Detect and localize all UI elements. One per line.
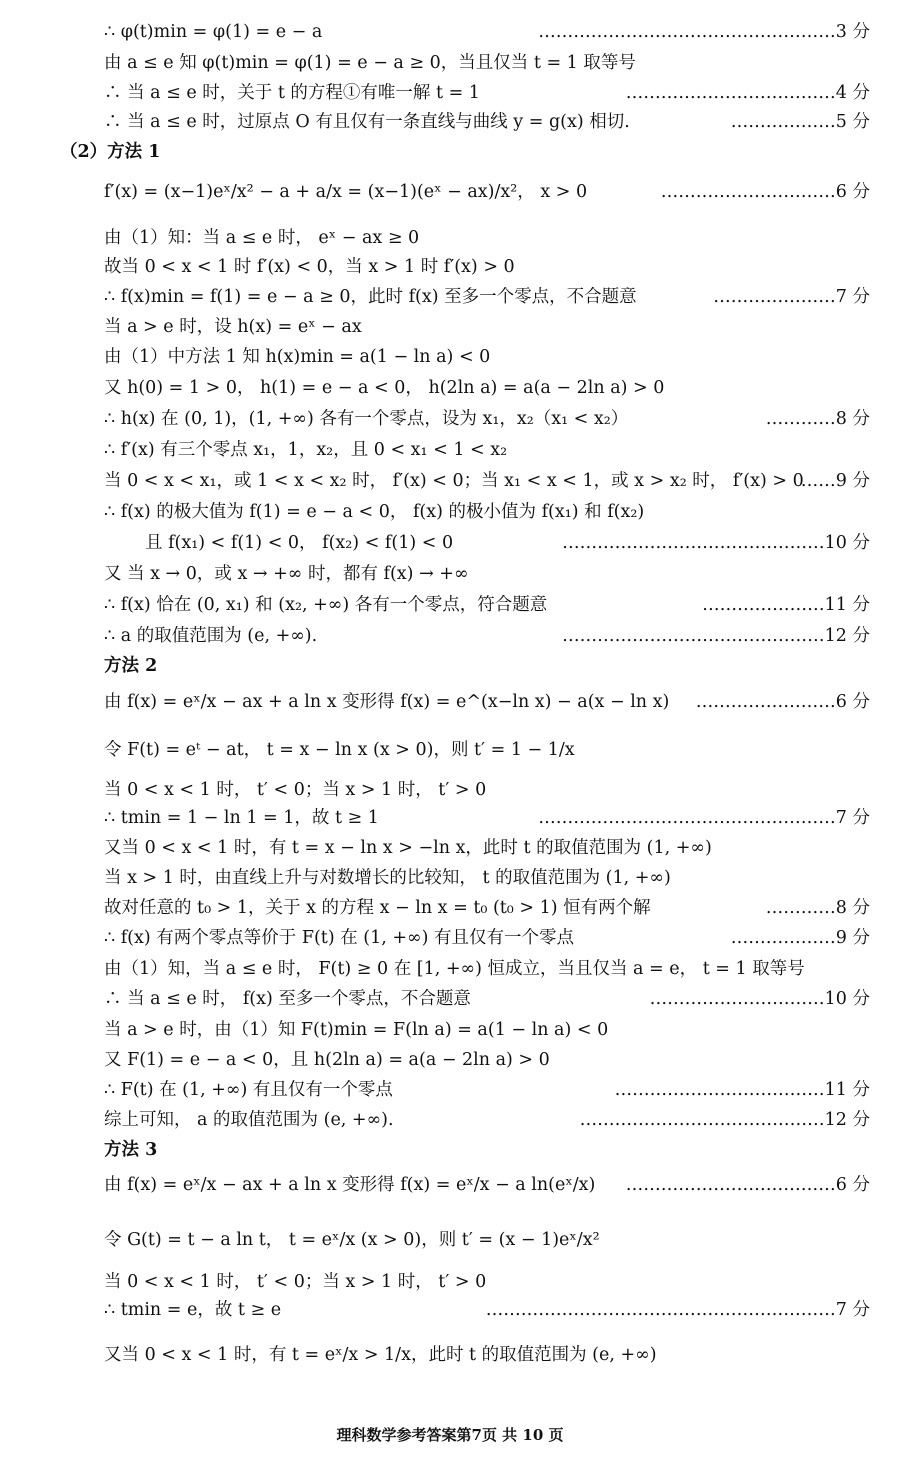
solution-line (0, 282, 900, 312)
line-text: ∴ f′(x) 有三个零点 x₁，1，x₂，且 0 < x₁ < 1 < x₂ (104, 440, 508, 460)
solution-line (0, 833, 900, 863)
line-text: 由 f(x) = eˣ/x − ax + a ln x 变形得 f(x) = eˣ/x − a ln(eˣ/x) (104, 1175, 596, 1195)
page-footer: 理科数学参考答案第7页 共 10 页 (336, 1426, 564, 1444)
solution-line (0, 923, 900, 953)
line-text: 方法 2 (104, 656, 158, 676)
score-marker: ………………5 分 (730, 112, 870, 132)
line-text: f′(x) = (x−1)eˣ/x² − a + a/x = (x−1)(eˣ − ax)/x²， x > 0 (104, 182, 588, 202)
solution-line (0, 687, 900, 717)
solution-line (0, 1015, 900, 1045)
score-marker: …………………11 分 (702, 595, 870, 615)
line-text: 由（1）知：当 a ≤ e 时， eˣ − ax ≥ 0 (104, 228, 420, 248)
score-marker: …………8 分 (765, 409, 870, 429)
line-text: ∴ 当 a ≤ e 时，过原点 O 有且仅有一条直线与曲线 y = g(x) 相切. (104, 112, 630, 132)
line-text: （2）方法 1 (60, 142, 161, 162)
solution-line (0, 78, 900, 108)
solution-line (0, 1105, 900, 1135)
solution-line (0, 107, 900, 137)
line-text: 由（1）知，当 a ≤ e 时， F(t) ≥ 0 在 [1, +∞) 恒成立，当且仅当 a = e， t = 1 取等号 (104, 959, 805, 979)
line-text: 方法 3 (104, 1140, 158, 1160)
line-text: 又当 0 < x < 1 时，有 t = x − ln x > −ln x，此时 t 的取值范围为 (1, +∞) (104, 838, 712, 858)
score-marker: ……………………………………………7 分 (538, 808, 870, 828)
line-text: 当 a > e 时，设 h(x) = eˣ − ax (104, 317, 362, 337)
score-marker: …………………………10 分 (649, 989, 870, 1009)
solution-line (0, 1170, 900, 1200)
line-text: 综上可知， a 的取值范围为 (e, +∞). (104, 1110, 394, 1130)
score-marker: ………………9 分 (730, 928, 870, 948)
score-marker: …………………………6 分 (660, 182, 870, 202)
solution-line (0, 404, 900, 434)
solution-line (0, 223, 900, 253)
line-text: 当 0 < x < x₁，或 1 < x < x₂ 时， f′(x) < 0；当 x₁ < x < 1，或 x > x₂ 时， f′(x) > 0 (104, 471, 804, 491)
score-marker: ……………………6 分 (695, 692, 870, 712)
section-heading (0, 1135, 900, 1165)
line-text: 故当 0 < x < 1 时 f′(x) < 0，当 x > 1 时 f′(x) > 0 (104, 257, 515, 277)
solution-line (0, 1225, 900, 1255)
score-marker: ………………………………………12 分 (562, 626, 870, 646)
solution-line (0, 435, 900, 465)
score-marker: ………………………………4 分 (625, 83, 870, 103)
solution-line (0, 1075, 900, 1105)
solution-line (0, 1267, 900, 1297)
solution-line (0, 559, 900, 589)
line-text: ∴ f(x) 恰在 (0, x₁) 和 (x₂, +∞) 各有一个零点，符合题意 (104, 595, 548, 615)
line-text: ∴ f(x) 有两个零点等价于 F(t) 在 (1, +∞) 有且仅有一个零点 (104, 928, 574, 948)
line-text: ∴ 当 a ≤ e 时，关于 t 的方程①有唯一解 t = 1 (104, 83, 480, 103)
line-text: 又 F(1) = e − a < 0，且 h(2ln a) = a(a − 2ln a) > 0 (104, 1050, 550, 1070)
score-marker: ………………………………6 分 (625, 1175, 870, 1195)
solution-line (0, 1340, 900, 1370)
line-text: ∴ F(t) 在 (1, +∞) 有且仅有一个零点 (104, 1080, 393, 1100)
line-text: 又当 0 < x < 1 时，有 t = eˣ/x > 1/x，此时 t 的取值范围为 (e, +∞) (104, 1345, 657, 1365)
line-text: ∴ f(x) 的极大值为 f(1) = e − a < 0， f(x) 的极小值为 f(x₁) 和 f(x₂) (104, 502, 645, 522)
solution-line (0, 312, 900, 342)
solution-line (0, 863, 900, 893)
solution-line (0, 342, 900, 372)
solution-line (0, 803, 900, 833)
score-marker: ……9 分 (800, 471, 870, 491)
score-marker: ……………………………………………3 分 (538, 22, 870, 42)
line-text: ∴ tmin = e，故 t ≥ e (104, 1300, 282, 1320)
line-text: 由 f(x) = eˣ/x − ax + a ln x 变形得 f(x) = e^(x−ln x) − a(x − ln x) (104, 692, 670, 712)
line-text: 故对任意的 t₀ > 1，关于 x 的方程 x − ln x = t₀ (t₀ > 1) 恒有两个解 (104, 898, 651, 918)
line-text: 令 F(t) = eᵗ − at， t = x − ln x (x > 0)，则 t′ = 1 − 1/x (104, 740, 575, 760)
line-text: ∴ f(x)min = f(1) = e − a ≥ 0，此时 f(x) 至多一个零点，不合题意 (104, 287, 637, 307)
score-marker: ……………………………………12 分 (579, 1110, 870, 1130)
line-text: 由 a ≤ e 知 φ(t)min = φ(1) = e − a ≥ 0，当且仅当 t = 1 取等号 (104, 53, 636, 73)
solution-line (0, 466, 900, 496)
solution-line (0, 735, 900, 765)
line-text: 且 f(x₁) < f(1) < 0， f(x₂) < f(1) < 0 (145, 533, 454, 553)
solution-line (0, 17, 900, 47)
solution-line (0, 177, 900, 207)
solution-line (0, 621, 900, 651)
line-text: ∴ tmin = 1 − ln 1 = 1，故 t ≥ 1 (104, 808, 379, 828)
line-text: ∴ a 的取值范围为 (e, +∞). (104, 626, 318, 646)
solution-line (0, 1295, 900, 1325)
solution-line (0, 497, 900, 527)
solution-line (0, 954, 900, 984)
score-marker: ………………………………11 分 (614, 1080, 870, 1100)
score-marker: ………………………………………10 分 (562, 533, 870, 553)
line-text: 当 x > 1 时，由直线上升与对数增长的比较知， t 的取值范围为 (1, +∞) (104, 868, 671, 888)
line-text: 又 h(0) = 1 > 0， h(1) = e − a < 0， h(2ln a) = a(a − 2ln a) > 0 (104, 378, 665, 398)
line-text: 又 当 x → 0，或 x → +∞ 时，都有 f(x) → +∞ (104, 564, 469, 584)
solution-line (0, 984, 900, 1014)
score-marker: ……………………………………………………7 分 (485, 1300, 870, 1320)
line-text: 由（1）中方法 1 知 h(x)min = a(1 − ln a) < 0 (104, 347, 491, 367)
line-text: ∴ φ(t)min = φ(1) = e − a (104, 22, 323, 42)
solution-line (0, 373, 900, 403)
solution-line (0, 590, 900, 620)
solution-line (0, 775, 900, 805)
score-marker: …………8 分 (765, 898, 870, 918)
line-text: 当 0 < x < 1 时， t′ < 0；当 x > 1 时， t′ > 0 (104, 1272, 487, 1292)
line-text: 当 a > e 时，由（1）知 F(t)min = F(ln a) = a(1 − ln a) < 0 (104, 1020, 609, 1040)
solution-line (0, 252, 900, 282)
score-marker: …………………7 分 (713, 287, 870, 307)
solution-line (0, 48, 900, 78)
section-heading (0, 651, 900, 681)
line-text: ∴ h(x) 在 (0, 1)，(1, +∞) 各有一个零点，设为 x₁，x₂（x₁ < x₂） (104, 409, 629, 429)
solution-line (0, 893, 900, 923)
section-heading (0, 137, 900, 167)
solution-line (0, 1045, 900, 1075)
line-text: 当 0 < x < 1 时， t′ < 0；当 x > 1 时， t′ > 0 (104, 780, 487, 800)
line-text: 令 G(t) = t − a ln t， t = eˣ/x (x > 0)，则 t′ = (x − 1)eˣ/x² (104, 1230, 600, 1250)
line-text: ∴ 当 a ≤ e 时， f(x) 至多一个零点，不合题意 (104, 989, 471, 1009)
solution-line (0, 528, 900, 558)
